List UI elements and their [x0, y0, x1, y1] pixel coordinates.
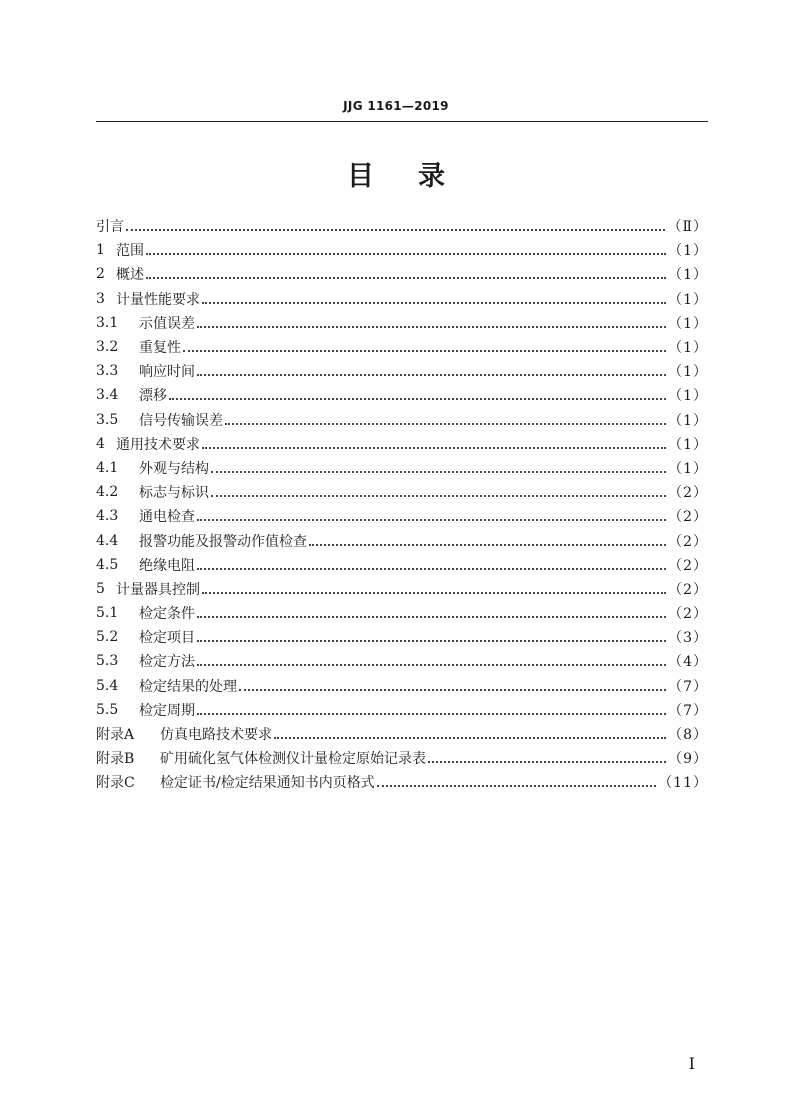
toc-entry-page: （1）: [668, 243, 708, 260]
toc-entry-number: 5.2: [96, 629, 119, 646]
toc-leader-dots: [211, 481, 666, 497]
toc-entry-page: （1）: [668, 436, 708, 453]
toc-entry-label: 检定证书/检定结果通知书内页格式: [160, 775, 375, 792]
toc-entry-label: 检定项目: [139, 630, 195, 647]
toc-entry[interactable]: [96, 649, 708, 673]
toc-entry-label: 通电检查: [139, 509, 195, 526]
toc-entry-page: （1）: [668, 315, 708, 332]
toc-entry-number: 附录B: [96, 751, 135, 768]
toc-leader-dots: [197, 650, 666, 666]
standard-code-header: JJG 1161—2019: [343, 99, 449, 113]
toc-leader-dots: [197, 699, 666, 715]
toc-entry[interactable]: [96, 262, 708, 286]
table-of-contents: [96, 214, 708, 795]
toc-entry-number: 4.5: [96, 556, 119, 573]
toc-entry-label: 检定结果的处理: [139, 678, 237, 695]
toc-entry-number: 4.2: [96, 484, 119, 501]
toc-entry[interactable]: [96, 625, 708, 649]
toc-leader-dots: [197, 602, 666, 618]
toc-leader-dots: [309, 530, 666, 546]
toc-entry-number: 1: [96, 242, 105, 259]
toc-entry-label: 检定条件: [139, 606, 195, 623]
toc-entry-page: （9）: [668, 751, 708, 768]
toc-leader-dots: [197, 626, 666, 642]
toc-leader-dots: [202, 578, 666, 594]
toc-leader-dots: [197, 360, 666, 376]
header-rule: [96, 121, 708, 122]
toc-entry-number: 4.3: [96, 508, 119, 525]
toc-entry[interactable]: [96, 722, 708, 746]
toc-leader-dots: [202, 288, 666, 304]
toc-entry[interactable]: [96, 577, 708, 601]
toc-leader-dots: [428, 747, 666, 763]
toc-entry-number: 3: [96, 290, 105, 307]
toc-entry-number: 附录C: [96, 775, 135, 792]
toc-entry-page: （2）: [668, 557, 708, 574]
toc-entry[interactable]: [96, 432, 708, 456]
toc-entry[interactable]: [96, 698, 708, 722]
toc-entry-label: 报警功能及报警动作值检查: [139, 533, 307, 550]
toc-entry-label: 计量性能要求: [116, 291, 200, 308]
toc-entry-number: 2: [96, 266, 105, 283]
toc-leader-dots: [169, 384, 666, 400]
toc-leader-dots: [211, 457, 666, 473]
toc-leader-dots: [239, 675, 666, 691]
toc-leader-dots: [197, 554, 666, 570]
toc-leader-dots: [126, 215, 665, 231]
toc-entry-page: （3）: [668, 630, 708, 647]
toc-entry[interactable]: [96, 504, 708, 528]
toc-entry-number: 3.1: [96, 314, 119, 331]
toc-entry[interactable]: [96, 335, 708, 359]
toc-entry-label: 概述: [116, 267, 144, 284]
toc-entry-label: 计量器具控制: [116, 581, 200, 598]
toc-entry-label: 响应时间: [139, 364, 195, 381]
page-number: I: [688, 1054, 695, 1073]
toc-leader-dots: [377, 771, 656, 787]
toc-leader-dots: [197, 312, 666, 328]
toc-entry-page: （1）: [668, 460, 708, 477]
toc-leader-dots: [274, 723, 666, 739]
toc-leader-dots: [183, 336, 666, 352]
toc-entry-number: 5.5: [96, 701, 119, 718]
toc-entry-number: 3.4: [96, 387, 119, 404]
toc-entry-label: 重复性: [139, 340, 181, 357]
toc-entry-page: （8）: [668, 727, 708, 744]
toc-entry-label: 绝缘电阻: [139, 557, 195, 574]
toc-entry-number: 3.5: [96, 411, 119, 428]
toc-entry[interactable]: [96, 238, 708, 262]
toc-entry-page: （Ⅱ）: [667, 219, 708, 236]
toc-entry-page: （2）: [668, 509, 708, 526]
page-title: 目录: [347, 161, 489, 192]
toc-entry-label: 检定方法: [139, 654, 195, 671]
toc-entry[interactable]: [96, 746, 708, 770]
toc-leader-dots: [146, 239, 666, 255]
toc-entry-label: 示值误差: [139, 315, 195, 332]
toc-entry[interactable]: [96, 674, 708, 698]
toc-entry-number: 3.2: [96, 339, 119, 356]
toc-entry-number: 5: [96, 580, 105, 597]
toc-entry-page: （1）: [668, 291, 708, 308]
toc-entry-number: 5.3: [96, 653, 119, 670]
toc-entry-label: 外观与结构: [139, 460, 209, 477]
toc-entry-page: （11）: [658, 775, 708, 792]
toc-entry-page: （7）: [668, 678, 708, 695]
toc-entry-number: 3.3: [96, 363, 119, 380]
toc-entry-label: 通用技术要求: [116, 436, 200, 453]
toc-entry-label: 信号传输误差: [139, 412, 223, 429]
toc-entry[interactable]: [96, 528, 708, 552]
toc-entry[interactable]: [96, 770, 708, 794]
toc-entry[interactable]: [96, 383, 708, 407]
toc-entry-label: 仿真电路技术要求: [160, 727, 272, 744]
toc-leader-dots: [202, 433, 666, 449]
toc-entry[interactable]: [96, 287, 708, 311]
toc-entry[interactable]: [96, 311, 708, 335]
toc-entry-label: 范围: [116, 243, 144, 260]
toc-entry[interactable]: [96, 456, 708, 480]
toc-entry[interactable]: [96, 601, 708, 625]
toc-entry-number: 附录A: [96, 727, 135, 744]
toc-entry-label: 矿用硫化氢气体检测仪计量检定原始记录表: [160, 751, 426, 768]
toc-entry-page: （7）: [668, 702, 708, 719]
toc-entry-label: 漂移: [139, 388, 167, 405]
toc-entry-number: 5.1: [96, 605, 119, 622]
toc-leader-dots: [197, 505, 666, 521]
toc-leader-dots: [146, 263, 666, 279]
toc-entry-label: 标志与标识: [139, 485, 209, 502]
toc-entry-page: （1）: [668, 340, 708, 357]
toc-entry[interactable]: [96, 408, 708, 432]
toc-entry-number: 4: [96, 435, 105, 452]
toc-entry[interactable]: [96, 553, 708, 577]
toc-entry[interactable]: [96, 480, 708, 504]
toc-leader-dots: [225, 409, 666, 425]
toc-entry-page: （4）: [668, 654, 708, 671]
toc-entry[interactable]: [96, 359, 708, 383]
toc-entry-page: （1）: [668, 388, 708, 405]
toc-entry-number: 4.1: [96, 459, 119, 476]
toc-entry-page: （2）: [668, 533, 708, 550]
toc-entry-number: 4.4: [96, 532, 119, 549]
toc-entry[interactable]: [96, 214, 708, 238]
toc-entry-page: （1）: [668, 267, 708, 284]
toc-entry-page: （2）: [668, 485, 708, 502]
toc-entry-page: （1）: [668, 364, 708, 381]
toc-entry-page: （2）: [668, 606, 708, 623]
toc-entry-page: （1）: [668, 412, 708, 429]
toc-entry-label: 引言: [96, 219, 124, 236]
toc-entry-label: 检定周期: [139, 702, 195, 719]
toc-entry-page: （2）: [668, 581, 708, 598]
toc-entry-number: 5.4: [96, 677, 119, 694]
